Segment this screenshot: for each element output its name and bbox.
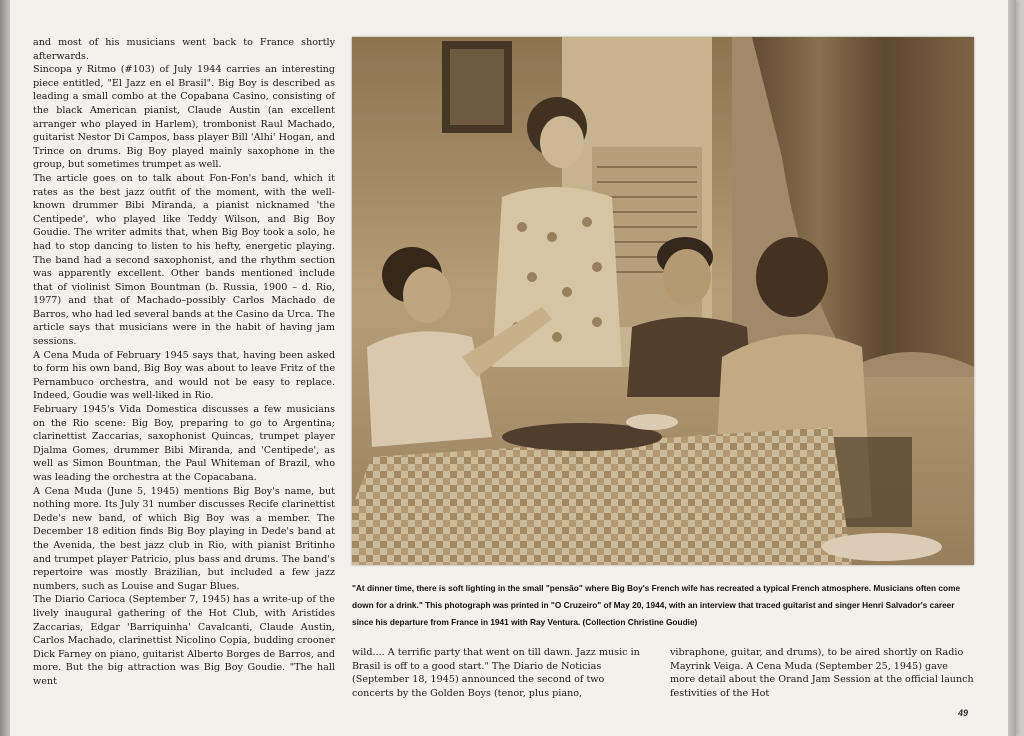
paragraph: wild.... A terrific party that went on till dawn. Jazz music in Brasil is off to a good start." The Diario de Noticias (September 18, 1945) announced the second of two concerts by the Golden Boys (tenor, plus piano, (352, 647, 640, 699)
paragraph: A Cena Muda of February 1945 says that, having been asked to form his own band, Big Boy was about to leave Fritz of the Pernambuco orchestra, and would not be easy to replace. Indeed, Goudie was well-liked in Rio. (33, 349, 335, 402)
paragraph: The article goes on to talk about Fon-Fon's band, which it rates as the best jazz outfit of the moment, with the well-known drummer Bibi Miranda, a pianist nicknamed 'the Centipede', who played like Teddy Wilson, and Big Boy Goudie. The writer admits that, when Big Boy took a solo, he had to stop dancing to listen to his hefty, energetic playing. The band had a second saxophonist, and the rhythm section was apparently excellent. Other bands mentioned include that of violinist Simon Bountman (b. Russia, 1900 – d. Rio, 1977) and that of Machado–possibly Carlos Machado de Barros, who had led several bands at the Casino da Urca. The article says that musicians were in the habit of having jam sessions. (33, 172, 335, 348)
paragraph: vibraphone, guitar, and drums), to be aired shortly on Radio Mayrink Veiga. A Cena Muda (September 25, 1945) gave more detail about the Orand Jam Session at the official launch festivities of the Hot (670, 647, 974, 699)
paragraph: The Diario Carioca (September 7, 1945) has a write-up of the lively inaugural gathering of the Hot Club, with Aristides Zaccarias, Edgar 'Barriquinha' Cavalcanti, Claude Austin, Carlos Machado, clarinettist Nicolino Copia, budding crooner Dick Farney on piano, guitarist Alberto Borges de Barros, and more. But the big attraction was Big Boy Goudie. "The hall went (33, 594, 336, 687)
paragraph: and most of his musicians went back to France shortly afterwards. (33, 37, 335, 62)
bottom-text-column-2 (670, 646, 974, 700)
bottom-text-column-1 (352, 646, 648, 700)
left-text-column (33, 36, 335, 689)
paragraph: February 1945's Vida Domestica discusses a few musicians on the Rio scene: Big Boy, preparing to go to Argentina; clarinettist Zaccarias, saxophonist Quincas, trumpet player Djalma Gomes, drummer Bibi Miranda, and 'Centipede', as well as Simon Bountman, the Paul Whiteman of Brazil, who was leading the orchestra at the Copacabana. (33, 404, 335, 483)
paragraph: Sincopa y Ritmo (#103) of July 1944 carries an interesting piece entitled, "El Jazz en el Brasil". Big Boy is described as leading a small combo at the Copabana Casino, consisting of the black American pianist, Claude Austin (an excellent arranger who played in Harlem), trombonist Raul Machado, guitarist Nestor Di Campos, bass player Bill 'Alhi' Hogan, and Trince on drums. Big Boy played mainly saxophone in the group, but sometimes trumpet as well. (33, 64, 335, 171)
sepia-dinner-photo (352, 37, 974, 565)
photo-caption: "At dinner time, there is soft lighting in the small "pensão" where Big Boy's French wife has recreated a typical French atmosphere. Musicians often come down for a drink." This photograph was printed in "O Cruzeiro" of May 20, 1944, with an interview that traced guitarist and singer Henri Salvador's career since his departure from France in 1941 with Ray Ventura. (Collection Christine Goudie) (352, 583, 961, 627)
photo-illustration (352, 37, 974, 565)
page-number: 49 (958, 708, 969, 718)
page-edge (1008, 0, 1016, 736)
paragraph: A Cena Muda (June 5, 1945) mentions Big Boy's name, but nothing more. Its July 31 number discusses Recife clarinettist Dede's new band, of which Big Boy was a member. The December 18 edition finds Big Boy playing in Dede's band at the Avenida, the best jazz club in Rio, with pianist Britinho and trumpet player Patricio, plus bass and drums. The band's repertoire was mostly Brazilian, but included a few jazz numbers, such as Louise and Sugar Blues. (33, 485, 335, 592)
